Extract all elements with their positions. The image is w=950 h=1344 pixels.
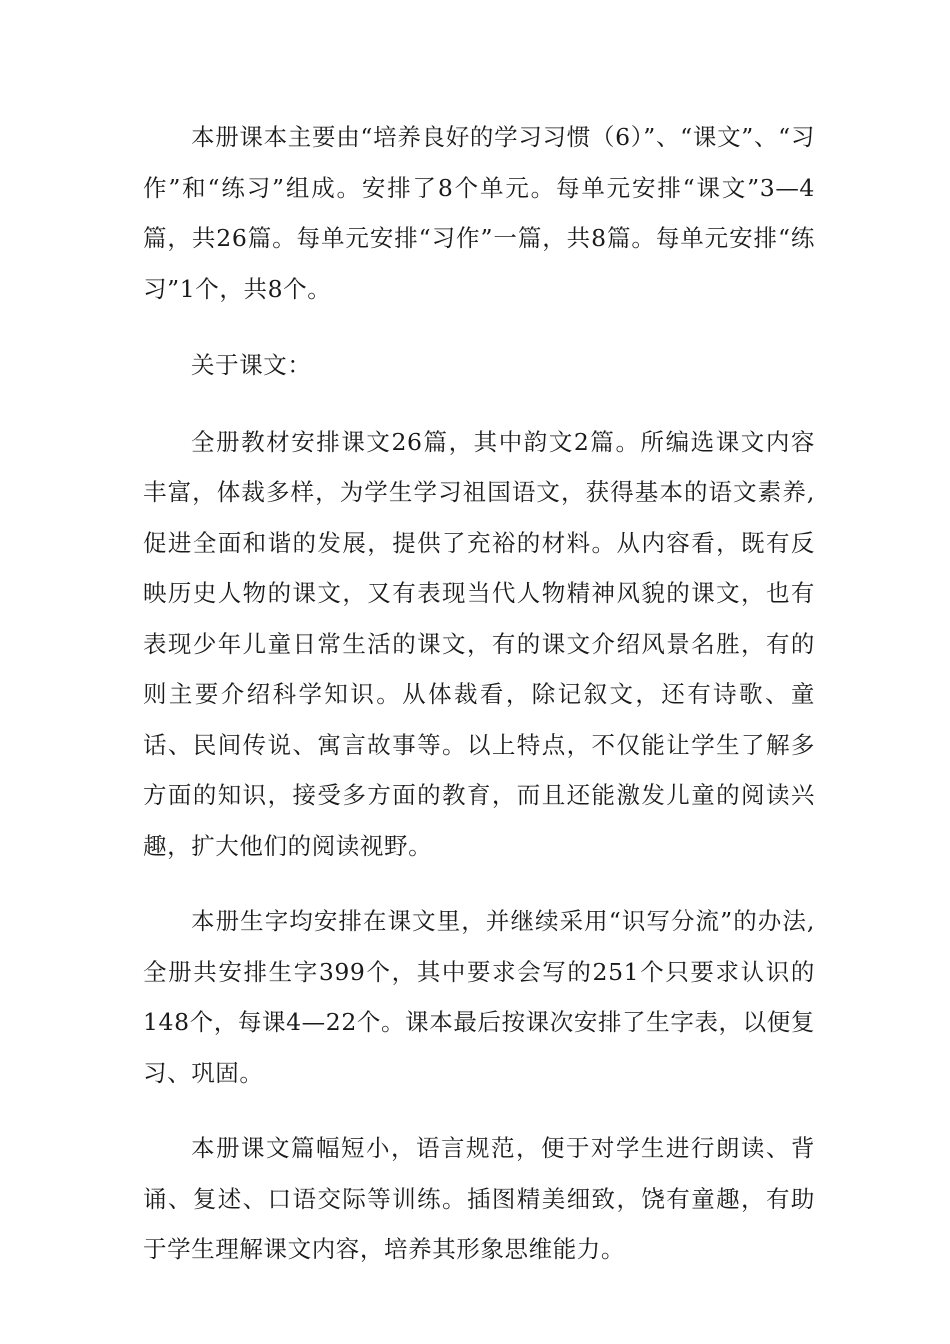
paragraph-text-features: 本册课文篇幅短小，语言规范，便于对学生进行朗读、背诵、复述、口语交际等训练。插图精美细致，饶有童趣，有助于学生理解课文内容，培养其形象思维能力。 <box>143 1134 815 1263</box>
paragraph-about-texts-heading: 关于课文： <box>191 351 312 379</box>
document-body <box>143 112 815 1295</box>
paragraph-textbook-structure: 本册课本主要由“培养良好的学习习惯（6）”、“课文”、“习作”和“练习”组成。安排了8个单元。每单元安排“课文”3—4篇，共26篇。每单元安排“习作”一篇，共8篇。每单元安排“练习”1个，共8个。 <box>143 123 815 303</box>
paragraph-texts-overview: 全册教材安排课文26篇，其中韵文2篇。所编选课文内容丰富，体裁多样，为学生学习祖国语文，获得基本的语文素养,促进全面和谐的发展，提供了充裕的材料。从内容看，既有反映历史人物的课文，又有表现当代人物精神风貌的课文，也有表现少年儿童日常生活的课文，有的课文介绍风景名胜，有的则主要介绍科学知识。从体裁看，除记叙文，还有诗歌、童话、民间传说、寓言故事等。以上特点，不仅能让学生了解多方面的知识，接受多方面的教育，而且还能激发儿童的阅读兴趣，扩大他们的阅读视野。 <box>143 427 815 860</box>
paragraph-new-characters: 本册生字均安排在课文里，并继续采用“识写分流”的办法,全册共安排生字399个，其中要求会写的251个只要求认识的148个，每课4—22个。课本最后按课次安排了生字表，以便复习、巩固。 <box>143 907 815 1087</box>
